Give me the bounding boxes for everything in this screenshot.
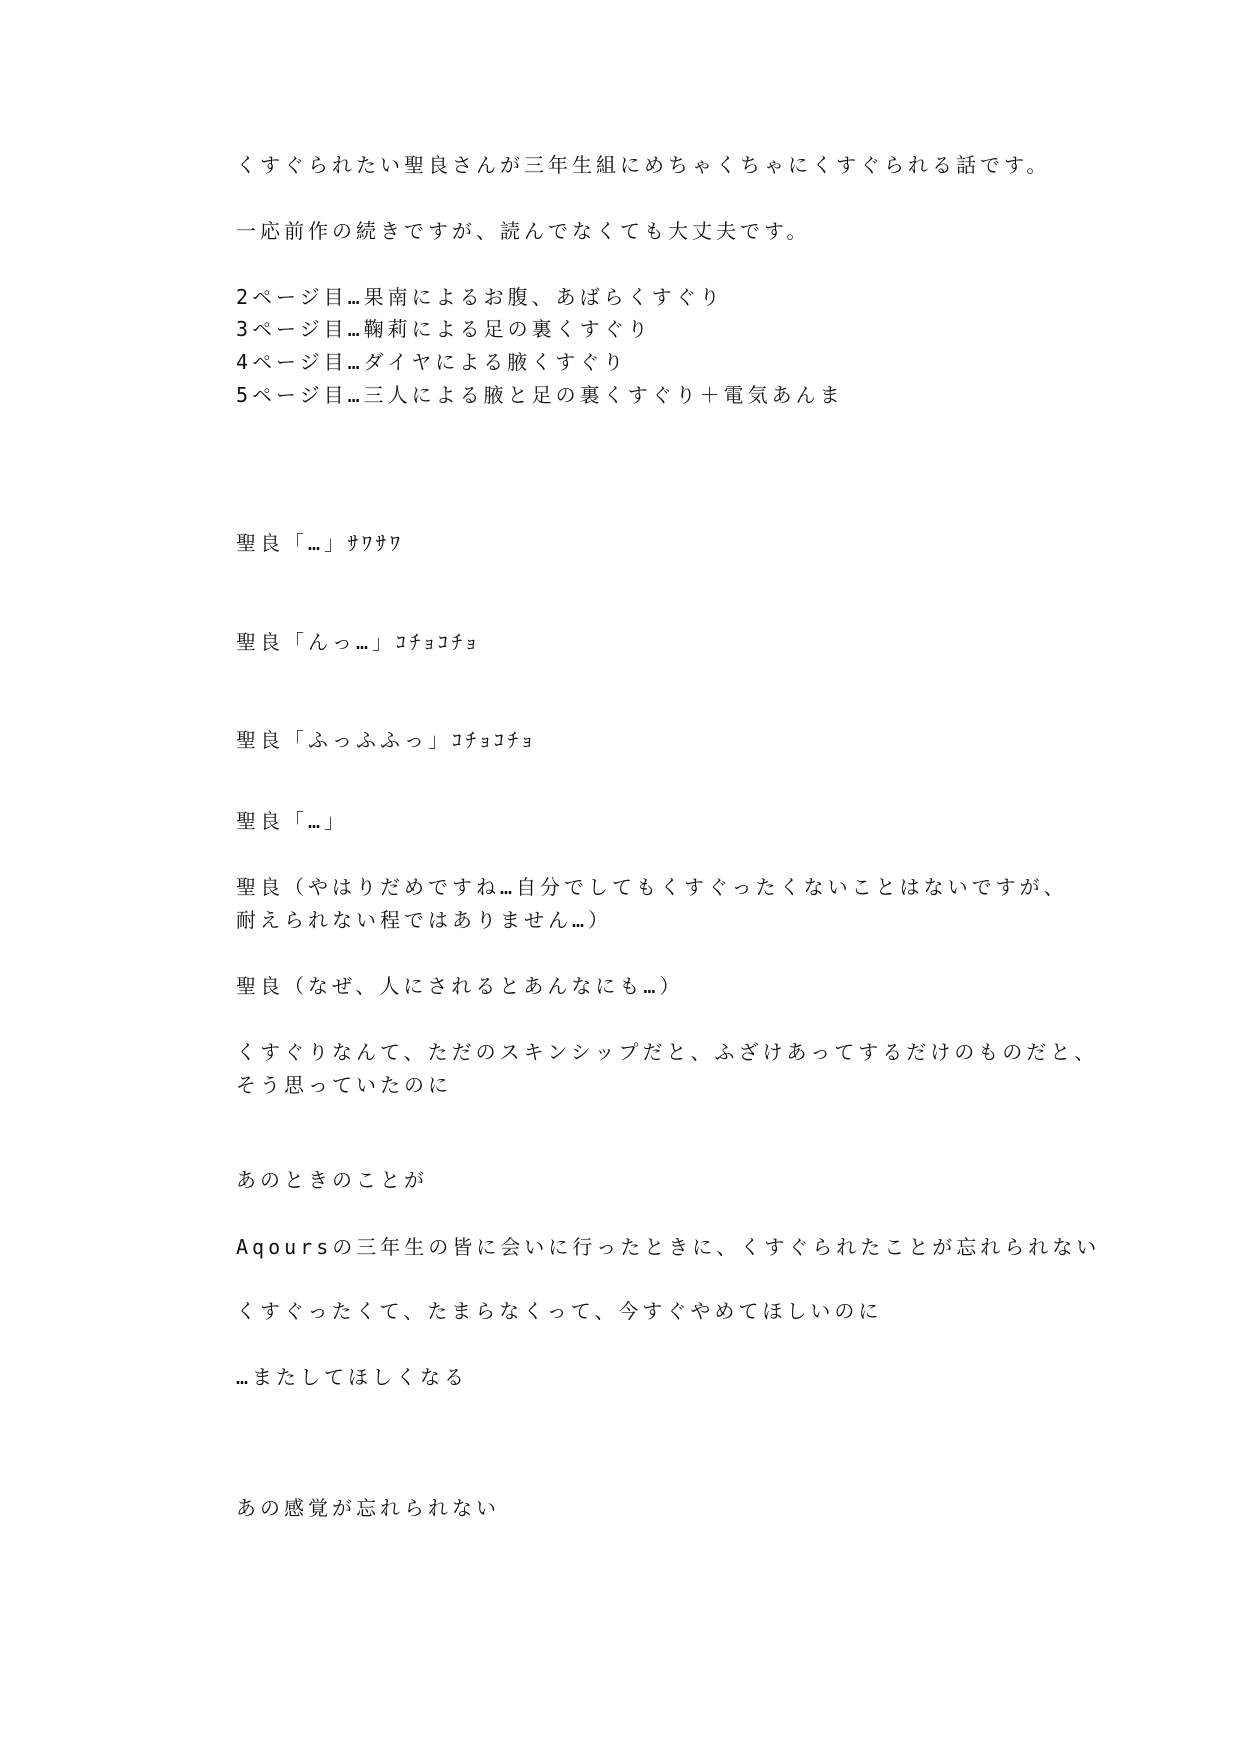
story-line: 聖良（やはりだめですね…自分でしてもくすぐったくないことはないですが、 xyxy=(236,875,1068,899)
page-list-item: 4ページ目…ダイヤによる腋くすぐり xyxy=(236,350,628,374)
page-list-item: 5ページ目…三人による腋と足の裏くすぐり＋電気あんま xyxy=(236,383,844,407)
story-line: くすぐりなんて、ただのスキンシップだと、ふざけあってするだけのものだと、 xyxy=(236,1040,1099,1064)
story-line: Aqoursの三年生の皆に会いに行ったときに、くすぐられたことが忘れられない xyxy=(236,1235,1101,1259)
intro-line: くすぐられたい聖良さんが三年生組にめちゃくちゃにくすぐられる話です。 xyxy=(236,153,1051,177)
story-line: 聖良「…」 xyxy=(236,809,349,833)
page-list-item: 3ページ目…鞠莉による足の裏くすぐり xyxy=(236,317,652,341)
story-line: …またしてほしくなる xyxy=(236,1365,469,1389)
story-line: そう思っていたのに xyxy=(236,1073,452,1097)
page-list-item: 2ページ目…果南によるお腹、あばらくすぐり xyxy=(236,285,724,309)
story-line: くすぐったくて、たまらなくって、今すぐやめてほしいのに xyxy=(236,1299,883,1323)
story-line: 聖良「んっ…」ｺﾁｮｺﾁｮ xyxy=(236,630,481,654)
story-line: 聖良「…」ｻﾜｻﾜ xyxy=(236,531,405,555)
intro-line: 一応前作の続きですが、読んでなくても大丈夫です。 xyxy=(236,219,811,243)
story-line: あの感覚が忘れられない xyxy=(236,1496,500,1520)
story-line: 聖良（なぜ、人にされるとあんなにも…） xyxy=(236,974,684,998)
story-line: あのときのことが xyxy=(236,1168,428,1192)
story-line: 耐えられない程ではありません…） xyxy=(236,908,613,932)
story-line: 聖良「ふっふふっ」ｺﾁｮｺﾁｮ xyxy=(236,728,536,752)
